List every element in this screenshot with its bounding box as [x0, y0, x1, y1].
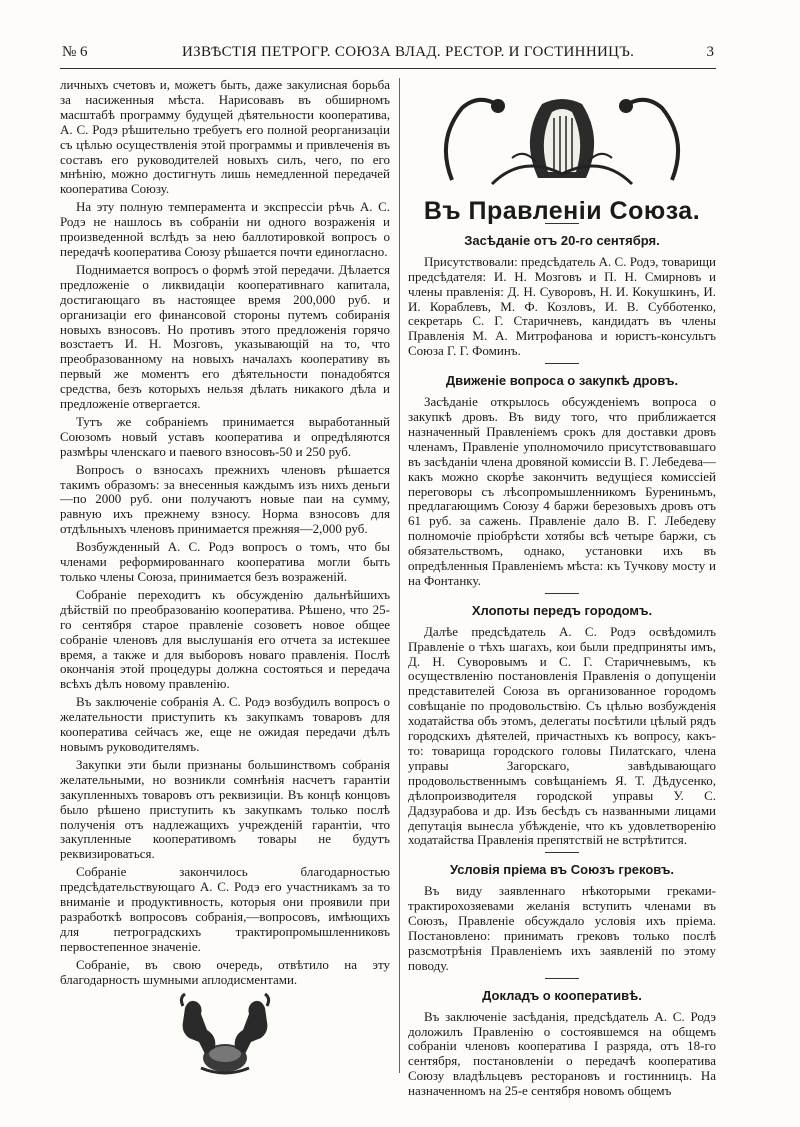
- divider: [545, 852, 579, 853]
- paragraph: Собраніе, въ свою очередь, отвѣтило на эту благодарность шумными аплодисментами.: [60, 956, 390, 987]
- paragraph: Тутъ же собраніемъ принимается выработанный Союзомъ новый уставъ кооператива и опредѣляются размѣры членскаго и паевого взносовъ-50 и 250 руб.: [60, 413, 390, 459]
- paragraph: Засѣданіе открылось обсужденіемъ вопроса о закупкѣ дровъ. Въ виду того, что приближается назначенный Правленіемъ срокъ для доставки дровъ членамъ, Правленіе уполномочило присутствовавшаго въ засѣданіи члена дровяной комиссіи В. Г. Лебедева—какъ можно скорѣе закончить ведущіеся комиссіей переговоры съ лѣсопромышленникомъ Бурениньмъ, предлагающимъ Союзу 4 баржи березовыхъ дровъ отъ 61 руб. за сажень. Правленіе дало В. Г. Лебедеву полномочіе пріобрѣсти хотябы всѣ четыре баржи, съ обязательствомъ, однако, установки ихъ въ опредѣленныя Правленіемъ мѣста: къ Тучкову мосту и на Фонтанку.: [408, 394, 716, 588]
- right-column: [408, 88, 716, 1102]
- issue-number: № 6: [62, 44, 88, 60]
- page-number: 3: [706, 44, 714, 60]
- section-heading: Движеніе вопроса о закупкѣ дровъ.: [445, 373, 679, 389]
- paragraph: Возбужденный А. С. Родэ вопросъ о томъ, что бы членами реформированнаго кооператива могли быть только члены Союза, принимается безъ возраженій.: [60, 539, 390, 584]
- section-heading: Условія пріема въ Союзъ грековъ.: [449, 862, 675, 878]
- divider: [545, 363, 579, 364]
- section-heading: Докладъ о кооперативѣ.: [482, 987, 642, 1003]
- divider: [545, 593, 579, 594]
- section-heading: Хлопоты передъ городомъ.: [471, 602, 653, 618]
- paragraph: Поднимается вопросъ о формѣ этой передачи. Дѣлается предложеніе о ликвидаціи кооперативнаго капитала, достигающаго въ настоящее время 200,000 руб. и организаціи его финансовой стороны путемъ собиранія новыхъ взносовъ. Но противъ этого предложенія горячо возстаетъ И. Н. Мозговъ, указывающій на то, что преобразованному на новыхъ началахъ кооперативу въ первый же моментъ его дѣятельности понадобятся средства, безъ которыхъ нельзя дѣлать никакого дѣла и предложеніе отвергается.: [60, 261, 390, 412]
- main-heading: Въ Правленіи Союза.: [423, 197, 701, 225]
- paragraph: Закупки эти были признаны большинствомъ собранія желательными, но возникли сомнѣнія насчетъ гарантіи закупленныхъ товаровъ отъ реквизиціи. Въ концѣ концовъ было рѣшено приступить къ закупкамъ только послѣ полученія отъ надлежащихъ учрежденій гарантіи, что закупленные кооперативомъ товары не будутъ реквизироваться.: [60, 756, 390, 862]
- header-rule: [60, 68, 716, 69]
- paragraph: Присутствовали: предсѣдатель А. С. Родэ, товарищи предсѣдателя: И. Н. Мозговъ и П. Н. Смирновъ и члены правленія: Д. Н. Суворовъ, Н. И. Кокушкинъ, И. И. Кораблевъ, М. Ф. Козловъ, И. В. Субботенко, секретарь С. Г. Старичневъ, кандидатъ въ члены Правленія М. А. Митрофанова и юристъ-консультъ Союза Г. Г. Фоминъ.: [408, 253, 716, 359]
- paragraph: Собраніе закончилось благодарностью предсѣдательствующаго А. С. Родэ его участникамъ за то вниманіе и продуктивность, которыя они проявили при разработкѣ вопросовъ собранія,—вопросовъ, имѣющихъ для петроградскихъ трактиропромышленниковъ первостепенное значеніе.: [60, 864, 390, 954]
- paragraph: Собраніе переходитъ къ обсужденію дальнѣйшихъ дѣйствій по преобразованію кооператива. Рѣшено, что 25-го сентября старое правленіе созоветъ новое общее собраніе членовъ для выслушанія его отчета за истекшее время, а также и для выборовъ новаго правленія. Послѣ окончанія этой процедуры должна состояться и передача всѣхъ дѣлъ новому правленію.: [60, 586, 390, 692]
- page-header: [62, 44, 714, 64]
- goats-vignette-icon: [171, 990, 279, 1080]
- paragraph: личныхъ счетовъ и, можетъ быть, даже закулисная борьба за насиженныя мѣста. Нарисовавъ въ обширномъ масштабѣ программу будущей дѣятельности кооператива, А. С. Родэ рѣшительно требуетъ его полной реорганизаціи съ цѣлью осуществленія этой программы и привлеченія въ составъ его руководителей новыхъ силъ, чего, по его мнѣнію, можно достигнуть лишь немедленной передачей кооператива Союзу.: [60, 77, 390, 197]
- journal-title: ИЗВѢСТІЯ ПЕТРОГР. СОЮЗА ВЛАД. РЕСТОР. И ГОСТИННИЦЪ.: [182, 44, 635, 60]
- paragraph: Въ заключеніе собранія А. С. Родэ возбудилъ вопросъ о желательности приступить къ закупкамъ товаровъ для кооператива сейчасъ же, еще не ожидая передачи дѣлъ новымъ руководителямъ.: [60, 694, 390, 754]
- column-divider: [399, 78, 400, 1073]
- left-column: [60, 78, 390, 1080]
- paragraph: Въ виду заявленнаго нѣкоторыми греками-трактирохозяевами желанія вступить членами въ Союзъ, Правленіе обсуждало условія ихъ пріема. Постановлено: принимать грековъ только послѣ разсмотрѣнія Правленіемъ ихъ заявленій по этому поводу.: [408, 883, 716, 973]
- paragraph: Вопросъ о взносахъ прежнихъ членовъ рѣшается такимъ образомъ: за внесенныя каждымъ изъ нихъ деньги—по 2000 руб. они получаютъ новые паи на сумму, равную ихъ прежнему взносу. Норма взносовъ для отдѣльныхъ членовъ принимается прежняя—2,000 руб.: [60, 461, 390, 537]
- paragraph: Далѣе предсѣдатель А. С. Родэ освѣдомилъ Правленіе о тѣхъ шагахъ, кои были предприняты имъ, Д. Н. Суворовымъ и С. Г. Старичневымъ, къ осуществленію постановленія Правленія о допущеніи представителей Союза въ организованное городомъ совѣщаніе по продовольствію. Съ цѣлью возбужденія ходатайства объ этомъ, делегаты посѣтили цѣлый рядъ городскихъ дѣятелей, причастныхъ къ вопросу, какъ-то: товарища городского головы Пилатскаго, члена управы Загорскаго, завѣдывающаго продовольственнымъ совѣщаніемъ Я. Т. Дѣдусенко, дѣлопроизводителя городской управы У. С. Дадзурабова и др. Изъ бесѣдъ съ названными лицами депутація вынесла убѣжденіе, что къ удовлетворенію ходатайства Правленія препятствій не встрѣтится.: [408, 623, 716, 848]
- section-heading: Засѣданіе отъ 20-го сентября.: [464, 232, 660, 248]
- paragraph: Въ заключеніе засѣданія, предсѣдатель А. С. Родэ доложилъ Правленію о состоявшемся на общемъ собраніи членовъ кооператива I разряда, отъ 18-го сентября, постановленіи о передачѣ кооператива Союзу владѣльцевъ ресторановъ и гостинницъ. На назначенномъ на 25-е сентября новомъ общемъ: [408, 1008, 716, 1099]
- divider: [545, 978, 579, 979]
- paragraph: На эту полную темперамента и экспрессіи рѣчь А. С. Родэ не нашлось въ собраніи ни одного возраженія и произведенной вслѣдъ за нею баллотировкой вопросъ о передачѣ кооператива Союзу рѣшается почти единогласно.: [60, 199, 390, 259]
- lyre-art-nouveau-ornament-icon: [432, 88, 692, 188]
